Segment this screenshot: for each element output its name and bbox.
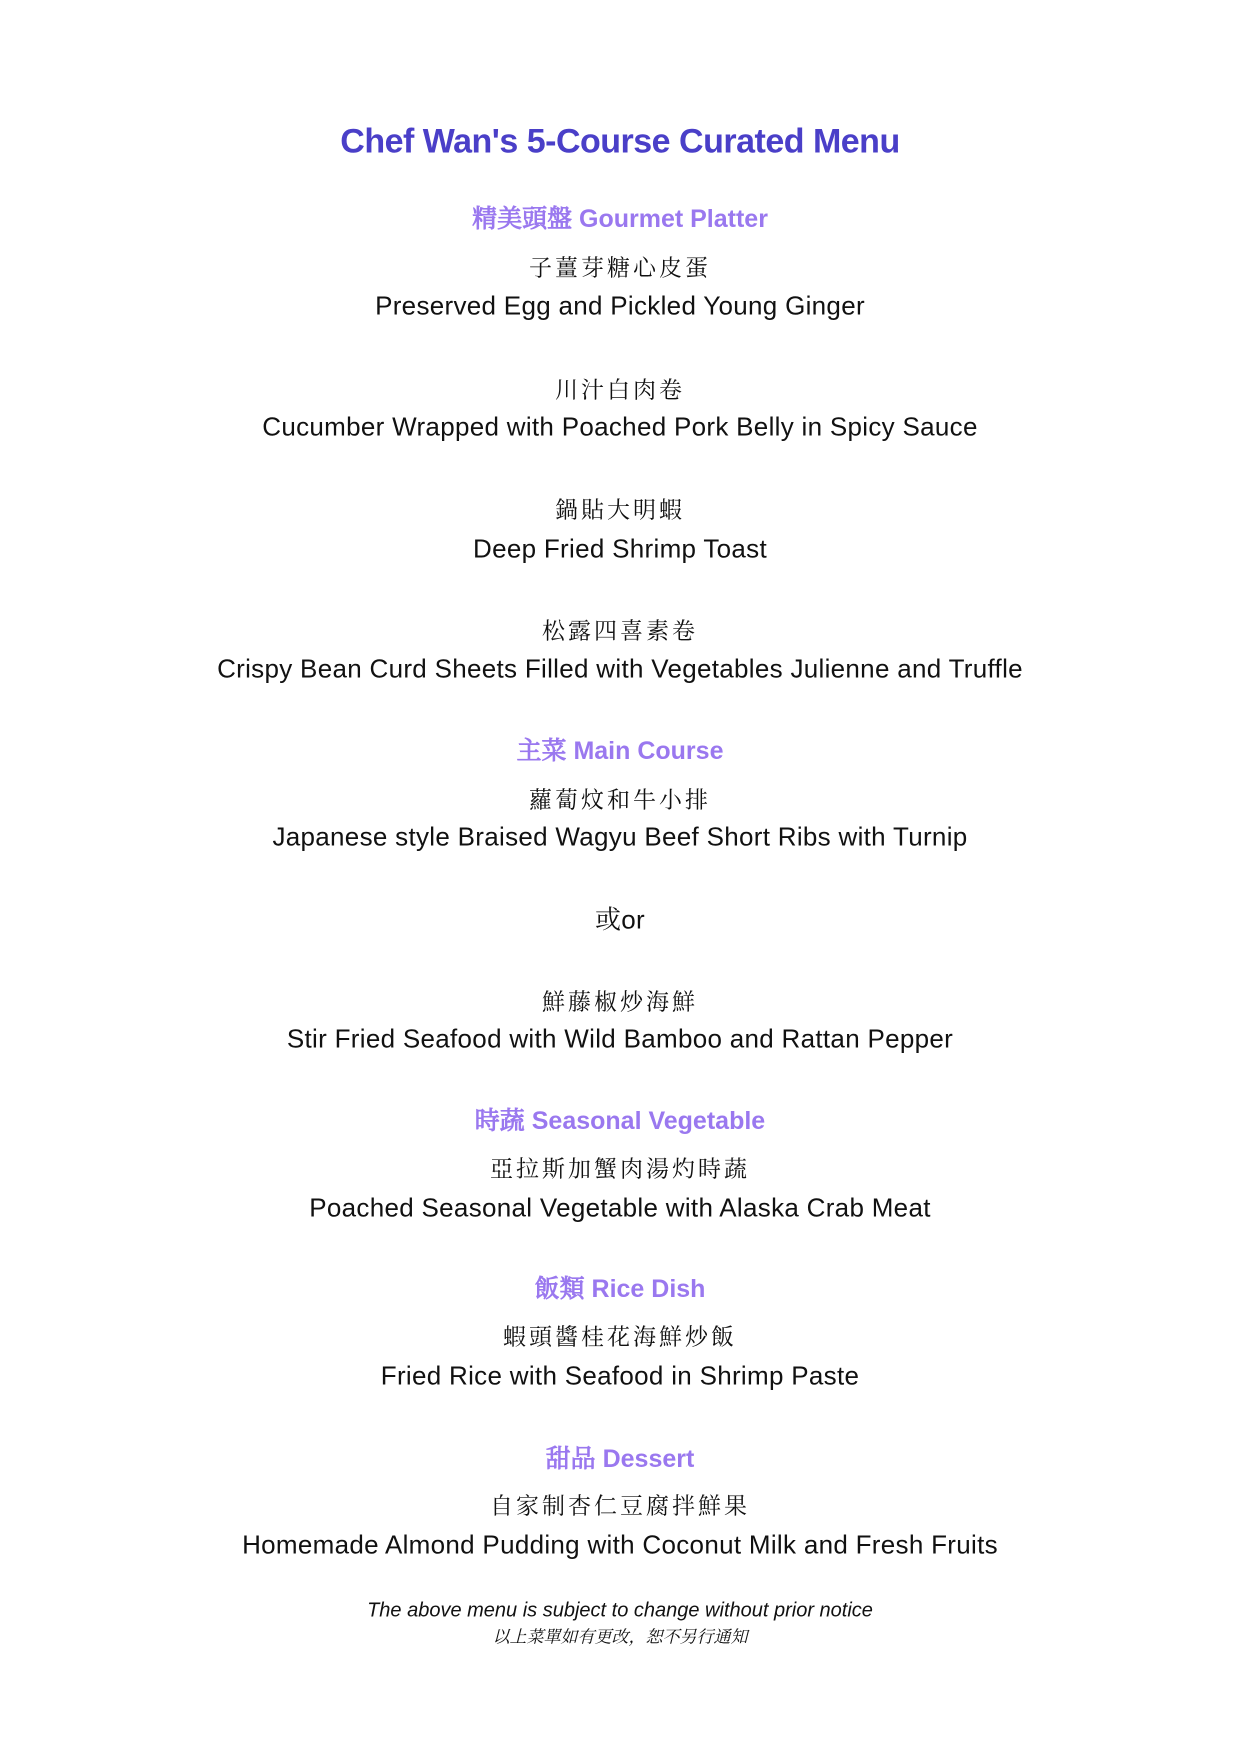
dish-name-zh: 亞拉斯加蟹肉湯灼時蔬 <box>490 1156 750 1183</box>
dish-name-en: Homemade Almond Pudding with Coconut Milk and Fresh Fruits <box>242 1529 998 1560</box>
dish-name-en: Fried Rice with Seafood in Shrimp Paste <box>380 1360 860 1391</box>
section-heading-gourmet-platter: 精美頭盤 Gourmet Platter <box>472 205 768 233</box>
footer-notice-en: The above menu is subject to change without prior notice <box>367 1599 873 1622</box>
dish-name-zh: 鍋貼大明蝦 <box>555 497 685 524</box>
or-separator: 或or <box>594 904 646 935</box>
dish-name-en: Stir Fried Seafood with Wild Bamboo and Rattan Pepper <box>286 1023 954 1054</box>
section-heading-main-course: 主菜 Main Course <box>516 737 724 765</box>
dish-name-zh: 自家制杏仁豆腐拌鮮果 <box>490 1493 750 1520</box>
dish-name-en: Preserved Egg and Pickled Young Ginger <box>375 290 865 321</box>
dish-name-en: Deep Fried Shrimp Toast <box>473 533 767 564</box>
section-heading-rice-dish: 飯類 Rice Dish <box>534 1275 706 1303</box>
dish-name-zh: 松露四喜素卷 <box>542 618 698 645</box>
dish-name-en: Cucumber Wrapped with Poached Pork Belly in Spicy Sauce <box>262 411 978 442</box>
dish-name-en: Poached Seasonal Vegetable with Alaska Crab Meat <box>309 1192 931 1223</box>
menu-title: Chef Wan's 5-Course Curated Menu <box>340 122 900 161</box>
dish-name-zh: 川汁白肉卷 <box>555 377 685 404</box>
section-heading-dessert: 甜品 Dessert <box>545 1445 695 1473</box>
dish-name-zh: 鮮藤椒炒海鮮 <box>542 989 698 1016</box>
dish-name-zh: 蝦頭醬桂花海鮮炒飯 <box>503 1324 737 1351</box>
dish-name-en: Japanese style Braised Wagyu Beef Short Ribs with Turnip <box>272 821 968 852</box>
dish-name-zh: 蘿蔔炆和牛小排 <box>529 787 711 814</box>
dish-name-zh: 子薑芽糖心皮蛋 <box>529 255 711 282</box>
footer-notice-zh: 以上菜單如有更改，恕不另行通知 <box>492 1627 748 1648</box>
dish-name-en: Crispy Bean Curd Sheets Filled with Vegetables Julienne and Truffle <box>217 653 1023 684</box>
section-heading-seasonal-vegetable: 時蔬 Seasonal Vegetable <box>474 1107 766 1135</box>
